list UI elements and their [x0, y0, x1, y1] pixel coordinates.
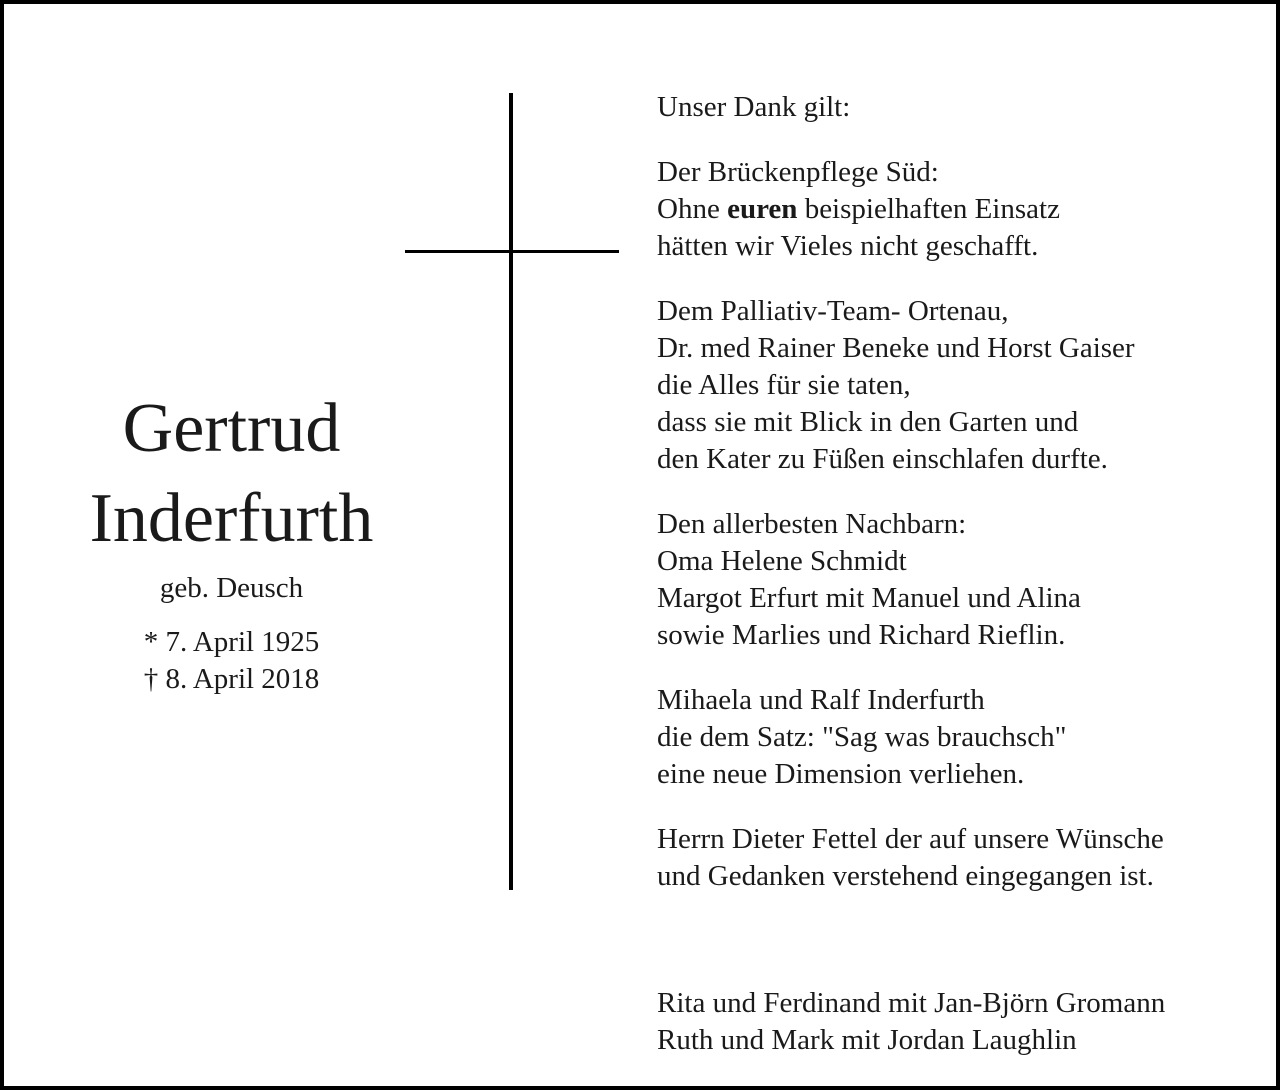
palliative-line: dass sie mit Blick in den Garten und	[657, 406, 1079, 438]
bridge-care-line: hätten wir Vieles nicht geschafft.	[657, 230, 1039, 262]
fettel-line: Herrn Dieter Fettel der auf unsere Wünsche	[657, 823, 1164, 855]
family-paragraph	[657, 682, 1257, 793]
bridge-care-line	[657, 191, 1257, 228]
palliative-paragraph	[657, 293, 1257, 478]
thanks-intro-text: Unser Dank gilt:	[657, 91, 851, 123]
signer-line: Rita und Ferdinand mit Jan-Björn Gromann	[657, 987, 1166, 1019]
death-date: † 8. April 2018	[143, 663, 320, 695]
neighbors-line: sowie Marlies und Richard Rieflin.	[657, 619, 1066, 651]
palliative-line: den Kater zu Füßen einschlafen durfte.	[657, 443, 1108, 475]
family-line: eine neue Dimension verliehen.	[657, 758, 1025, 790]
deceased-block	[34, 384, 429, 698]
palliative-line: die Alles für sie taten,	[657, 369, 911, 401]
palliative-line: Dem Palliativ-Team- Ortenau,	[657, 295, 1009, 327]
fettel-line: und Gedanken verstehend eingegangen ist.	[657, 860, 1154, 892]
last-name: Inderfurth	[89, 480, 374, 557]
thanks-block	[657, 89, 1257, 895]
bridge-care-line-part: Ohne	[657, 193, 728, 225]
neighbors-line: Margot Erfurt mit Manuel und Alina	[657, 582, 1081, 614]
neighbors-paragraph	[657, 506, 1257, 654]
signer-line: Ruth und Mark mit Jordan Laughlin	[657, 1024, 1077, 1056]
cross-bar	[405, 250, 619, 253]
bridge-care-paragraph	[657, 154, 1257, 265]
family-line: die dem Satz: "Sag was brauchsch"	[657, 721, 1067, 753]
cross-icon	[509, 93, 513, 890]
life-dates	[34, 624, 429, 698]
birth-date: * 7. April 1925	[143, 626, 320, 658]
palliative-line: Dr. med Rainer Beneke und Horst Gaiser	[657, 332, 1135, 364]
bridge-care-line-part: beispielhaften Einsatz	[797, 193, 1060, 225]
first-name: Gertrud	[122, 390, 341, 467]
bridge-care-emphasis: euren	[727, 193, 798, 225]
thanks-intro	[657, 89, 1257, 126]
signers-block	[657, 985, 1257, 1059]
birth-name: geb. Deusch	[159, 572, 304, 604]
fettel-paragraph	[657, 821, 1257, 895]
family-line: Mihaela und Ralf Inderfurth	[657, 684, 985, 716]
bridge-care-line: Der Brückenpflege Süd:	[657, 156, 939, 188]
neighbors-line: Den allerbesten Nachbarn:	[657, 508, 967, 540]
neighbors-line: Oma Helene Schmidt	[657, 545, 907, 577]
